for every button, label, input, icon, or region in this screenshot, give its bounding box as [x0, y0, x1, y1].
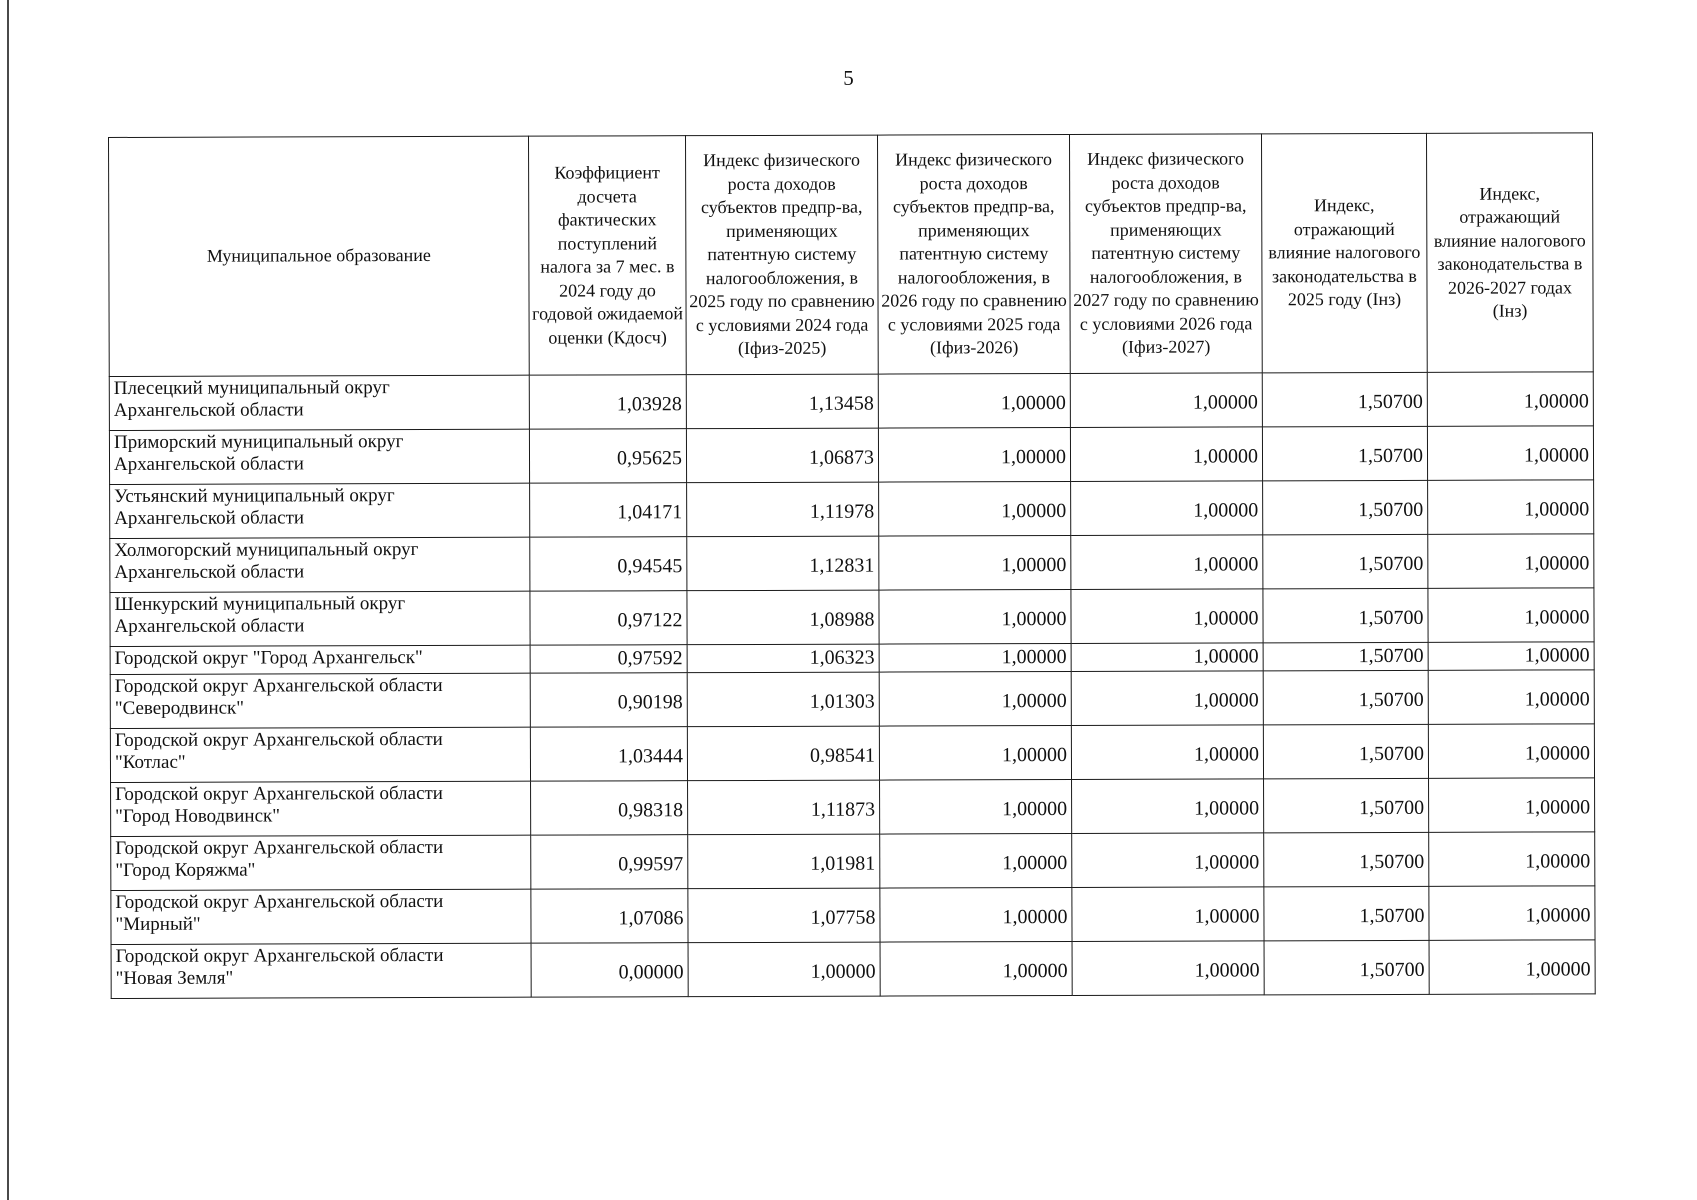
inz-2025-value: 1,50700	[1263, 724, 1428, 779]
inz-2025-value: 1,50700	[1264, 832, 1429, 887]
inz-2026-2027-value: 1,00000	[1428, 642, 1594, 671]
municipality-name-line: Холмогорский муниципальный округ	[114, 539, 419, 561]
municipality-name	[109, 429, 529, 484]
ifiz-2026-value: 1,00000	[878, 427, 1070, 482]
inz-2025-value: 1,50700	[1264, 886, 1429, 941]
ifiz-2027-value: 1,00000	[1071, 671, 1263, 726]
kdosch-value: 0,95625	[529, 429, 686, 483]
ifiz-2027-value: 1,00000	[1071, 643, 1263, 672]
kdosch-value: 0,94545	[530, 537, 687, 591]
ifiz-2025-value: 1,11978	[687, 482, 879, 537]
inz-2025-value: 1,50700	[1263, 588, 1428, 643]
ifiz-2027-value: 1,00000	[1072, 941, 1264, 996]
municipality-name-line: Плесецкий муниципальный округ	[113, 377, 390, 399]
inz-2025-value: 1,50700	[1263, 480, 1428, 535]
inz-2026-2027-value: 1,00000	[1428, 480, 1594, 535]
inz-2025-value: 1,50700	[1264, 778, 1429, 833]
kdosch-value: 0,97592	[530, 645, 687, 673]
inz-2025-value: 1,50700	[1263, 534, 1428, 589]
inz-2026-2027-value: 1,00000	[1429, 778, 1595, 833]
kdosch-value: 0,99597	[531, 835, 688, 889]
kdosch-value: 0,97122	[530, 591, 687, 645]
municipality-name	[111, 943, 531, 998]
header-municipality: Муниципальное образование	[109, 136, 530, 376]
inz-2026-2027-value: 1,00000	[1428, 588, 1594, 643]
ifiz-2025-value: 1,13458	[686, 374, 878, 429]
ifiz-2027-value: 1,00000	[1071, 535, 1263, 590]
inz-2025-value: 1,50700	[1264, 940, 1429, 995]
header-ifiz-2027: Индекс физического роста доходов субъектов предпр-ва, применяющих патентную систему налогообложения, в 2027 году по сравнению с условиями 2026 года (Iфиз-2027)	[1069, 134, 1262, 374]
table-row	[109, 426, 1593, 485]
ifiz-2025-value: 1,00000	[688, 942, 880, 997]
header-ifiz-2025: Индекс физического роста доходов субъектов предпр-ва, применяющих патентную систему налогообложения, в 2025 году по сравнению с условиями 2024 года (Iфиз-2025)	[685, 135, 878, 375]
table-row	[109, 372, 1593, 431]
header-kdosch: Коэффициент досчета фактических поступлений налога за 7 мес. в 2024 году до годовой ожидаемой оценки (Кдосч)	[528, 136, 686, 375]
municipality-name	[110, 673, 530, 728]
municipality-name	[110, 537, 530, 592]
municipality-name-line: Шенкурский муниципальный округ	[114, 593, 406, 615]
table-row	[110, 670, 1594, 729]
ifiz-2027-value: 1,00000	[1071, 725, 1263, 780]
ifiz-2027-value: 1,00000	[1071, 589, 1263, 644]
tax-index-table	[108, 132, 1596, 999]
kdosch-value: 0,90198	[530, 673, 687, 727]
ifiz-2027-value: 1,00000	[1070, 427, 1262, 482]
ifiz-2026-value: 1,00000	[879, 589, 1071, 644]
header-row	[109, 133, 1594, 377]
ifiz-2026-value: 1,00000	[880, 779, 1072, 834]
table-row	[110, 534, 1594, 593]
municipality-name-line: Городской округ Архангельской области	[114, 674, 443, 697]
ifiz-2025-value: 1,08988	[687, 590, 879, 645]
ifiz-2027-value: 1,00000	[1071, 481, 1263, 536]
inz-2025-value: 1,50700	[1263, 670, 1428, 725]
scan-left-edge	[7, 0, 9, 1200]
municipality-name-line: Городской округ Архангельской области	[114, 728, 443, 751]
municipality-name-line: "Северодвинск"	[114, 697, 245, 719]
municipality-name-line: Приморский муниципальный округ	[113, 431, 404, 453]
municipality-name-line: Городской округ Архангельской области	[115, 836, 444, 859]
ifiz-2026-value: 1,00000	[879, 671, 1071, 726]
municipality-name-line: Городской округ Архангельской области	[115, 782, 444, 805]
table-row	[111, 940, 1595, 999]
ifiz-2025-value: 0,98541	[687, 726, 879, 781]
municipality-name	[109, 375, 529, 430]
municipality-name-line: Архангельской области	[114, 507, 305, 529]
municipality-name	[111, 781, 531, 836]
inz-2026-2027-value: 1,00000	[1427, 372, 1593, 427]
municipality-name	[110, 591, 530, 646]
municipality-name-line: "Город Новодвинск"	[115, 805, 281, 827]
header-inz-2025: Индекс, отражающий влияние налогового законодательства в 2025 году (Iнз)	[1261, 133, 1427, 373]
kdosch-value: 1,03444	[530, 727, 687, 781]
kdosch-value: 1,03928	[529, 375, 686, 429]
kdosch-value: 0,98318	[531, 781, 688, 835]
municipality-name	[110, 727, 530, 782]
municipality-name-line: Архангельской области	[113, 399, 304, 421]
ifiz-2025-value: 1,06873	[686, 428, 878, 483]
header-inz-2026-2027: Индекс, отражающий влияние налогового законодательства в 2026-2027 годах (Iнз)	[1426, 133, 1593, 373]
table-row	[110, 480, 1594, 539]
municipality-name-line: "Мирный"	[115, 913, 201, 935]
kdosch-value: 1,07086	[531, 889, 688, 943]
inz-2026-2027-value: 1,00000	[1429, 832, 1595, 887]
ifiz-2026-value: 1,00000	[879, 643, 1071, 672]
table-row	[111, 778, 1595, 837]
ifiz-2025-value: 1,11873	[688, 780, 880, 835]
inz-2026-2027-value: 1,00000	[1427, 426, 1593, 481]
municipality-name	[110, 645, 530, 674]
municipality-name-line: Архангельской области	[113, 453, 304, 475]
inz-2025-value: 1,50700	[1262, 426, 1427, 481]
inz-2026-2027-value: 1,00000	[1428, 534, 1594, 589]
ifiz-2026-value: 1,00000	[880, 887, 1072, 942]
kdosch-value: 0,00000	[531, 943, 688, 997]
municipality-name-line: "Новая Земля"	[115, 967, 234, 989]
municipality-name-line: Устьянский муниципальный округ	[114, 485, 395, 507]
ifiz-2025-value: 1,07758	[688, 888, 880, 943]
ifiz-2027-value: 1,00000	[1072, 833, 1264, 888]
ifiz-2026-value: 1,00000	[879, 481, 1071, 536]
table-row	[110, 724, 1594, 783]
table-row	[110, 588, 1594, 647]
municipality-name-line: Архангельской области	[114, 561, 305, 583]
inz-2026-2027-value: 1,00000	[1429, 886, 1595, 941]
municipality-name	[111, 835, 531, 890]
municipality-name-line: "Котлас"	[114, 751, 186, 773]
ifiz-2026-value: 1,00000	[878, 373, 1070, 428]
municipality-name	[110, 483, 530, 538]
ifiz-2027-value: 1,00000	[1072, 779, 1264, 834]
municipality-name-line: Архангельской области	[114, 615, 305, 637]
inz-2025-value: 1,50700	[1263, 642, 1428, 671]
ifiz-2026-value: 1,00000	[880, 941, 1072, 996]
ifiz-2027-value: 1,00000	[1072, 887, 1264, 942]
municipality-name-line: Городской округ Архангельской области	[115, 944, 444, 967]
ifiz-2027-value: 1,00000	[1070, 373, 1262, 428]
header-ifiz-2026: Индекс физического роста доходов субъектов предпр-ва, применяющих патентную систему налогообложения, в 2026 году по сравнению с условиями 2025 года (Iфиз-2026)	[877, 134, 1070, 374]
ifiz-2026-value: 1,00000	[879, 725, 1071, 780]
municipality-name-line: Городской округ Архангельской области	[115, 890, 444, 913]
municipality-name-line: "Город Коряжма"	[115, 859, 256, 881]
ifiz-2025-value: 1,01981	[688, 834, 880, 889]
ifiz-2026-value: 1,00000	[880, 833, 1072, 888]
ifiz-2025-value: 1,06323	[687, 644, 879, 673]
inz-2026-2027-value: 1,00000	[1429, 940, 1595, 995]
page-number: 5	[843, 66, 854, 90]
ifiz-2026-value: 1,00000	[879, 535, 1071, 590]
inz-2025-value: 1,50700	[1262, 372, 1427, 427]
municipality-name-line: Городской округ "Город Архангельск"	[114, 647, 423, 669]
table-row	[111, 832, 1595, 891]
table-row	[111, 886, 1595, 945]
ifiz-2025-value: 1,12831	[687, 536, 879, 591]
inz-2026-2027-value: 1,00000	[1428, 724, 1594, 779]
kdosch-value: 1,04171	[530, 483, 687, 537]
ifiz-2025-value: 1,01303	[687, 672, 879, 727]
inz-2026-2027-value: 1,00000	[1428, 670, 1594, 725]
municipality-name	[111, 889, 531, 944]
